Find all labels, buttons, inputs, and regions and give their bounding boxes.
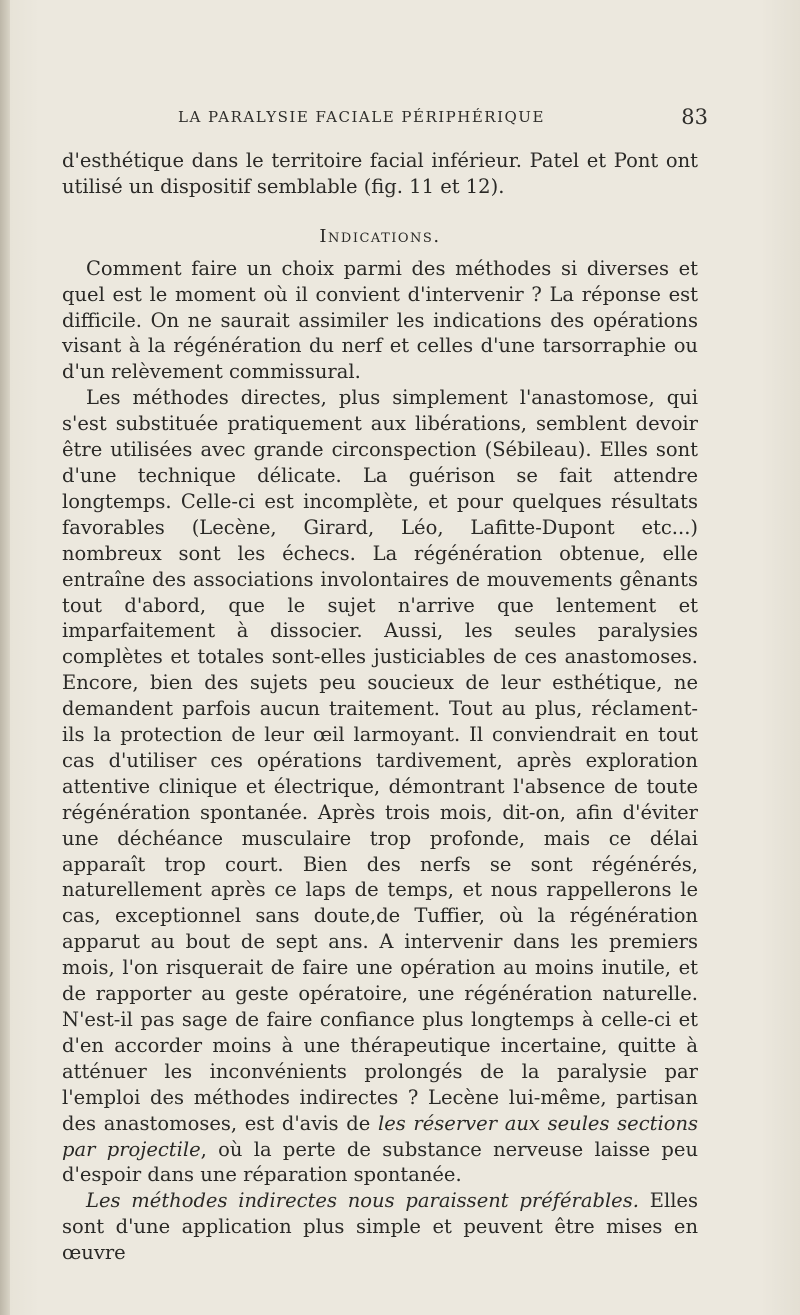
body-text (62, 148, 698, 1266)
paragraph-2 (62, 385, 698, 1188)
paragraph-1: Comment faire un choix parmi des méthodes si diverses et quel est le moment où il convient d'intervenir ? La réponse est difficile. On ne saurait assimiler les indications des opérations visant à la régénération du nerf et celles d'une tarsorraphie ou d'un relèvement commissural. (62, 256, 698, 384)
paragraph-3-text: Elles sont d'une application plus simple et peuvent être mises en œuvre (62, 1189, 698, 1265)
page-header (178, 105, 708, 132)
paragraph-2-italic: les réserver aux seules sections par projectile (62, 1111, 699, 1161)
paragraph-3 (62, 1188, 698, 1266)
paragraph-2-text-a: Les méthodes directes, plus simplement l'anastomose, qui s'est substituée pratiquement aux libérations, semblent devoir être utilisées avec grande circonspection (Sébileau). Elles sont d'une technique délicate. La guérison se fait attendre longtemps. Celle-ci est incomplète, et pour quelques résultats favorables (Lecène, Girard, Léo, Lafitte-Dupont etc...) nombreux sont les échecs. La régénération obtenue, elle entraîne des associations involontaires de mouvements gênants tout d'abord, que le sujet n'arrive que lentement et imparfaitement à dissocier. Aussi, les seules paralysies complètes et totales sont-elles justiciables de ces anastomoses. Encore, bien des sujets peu soucieux de leur esthétique, ne demandent parfois aucun traitement. Tout au plus, réclament-ils la protection de leur œil larmoyant. Il conviendrait en tout cas d'utiliser ces opérations tardivement, après exploration attentive clinique et électrique, démontrant l'absence de toute régénération spontanée. Après trois mois, dit-on, afin d'éviter une déchéance musculaire trop profonde, mais ce délai apparaît trop court. Bien des nerfs se sont régénérés, naturellement après ce laps de temps, et nous rappellerons le cas, exceptionnel sans doute,de Tuffier, où la régénération apparut au bout de sept ans. A intervenir dans les premiers mois, l'on risquerait de faire une opération au moins inutile, et de rapporter au geste opératoire, une régénération naturelle. N'est-il pas sage de faire confiance plus longtemps à celle-ci et d'en accorder moins à une thérapeutique incertaine, quitte à atténuer les inconvénients prolongés de la paralysie par l'emploi des méthodes indirectes ? Lecène lui-même, partisan des anastomoses, est d'avis de (62, 386, 698, 1135)
section-heading: Indications. (319, 225, 441, 247)
running-title: LA PARALYSIE FACIALE PÉRIPHÉRIQUE (178, 108, 545, 126)
paragraph-2-text-b: , où la perte de substance nerveuse laisse peu d'espoir dans une réparation spontanée. (62, 1137, 699, 1187)
page-number: 83 (681, 105, 708, 129)
page-spine-shadow (0, 0, 10, 1315)
intro-paragraph: d'esthétique dans le territoire facial inférieur. Patel et Pont ont utilisé un dispositif semblable (fig. 11 et 12). (62, 149, 698, 198)
paragraph-3-italic: Les méthodes indirectes nous paraissent préférables. (86, 1189, 639, 1213)
